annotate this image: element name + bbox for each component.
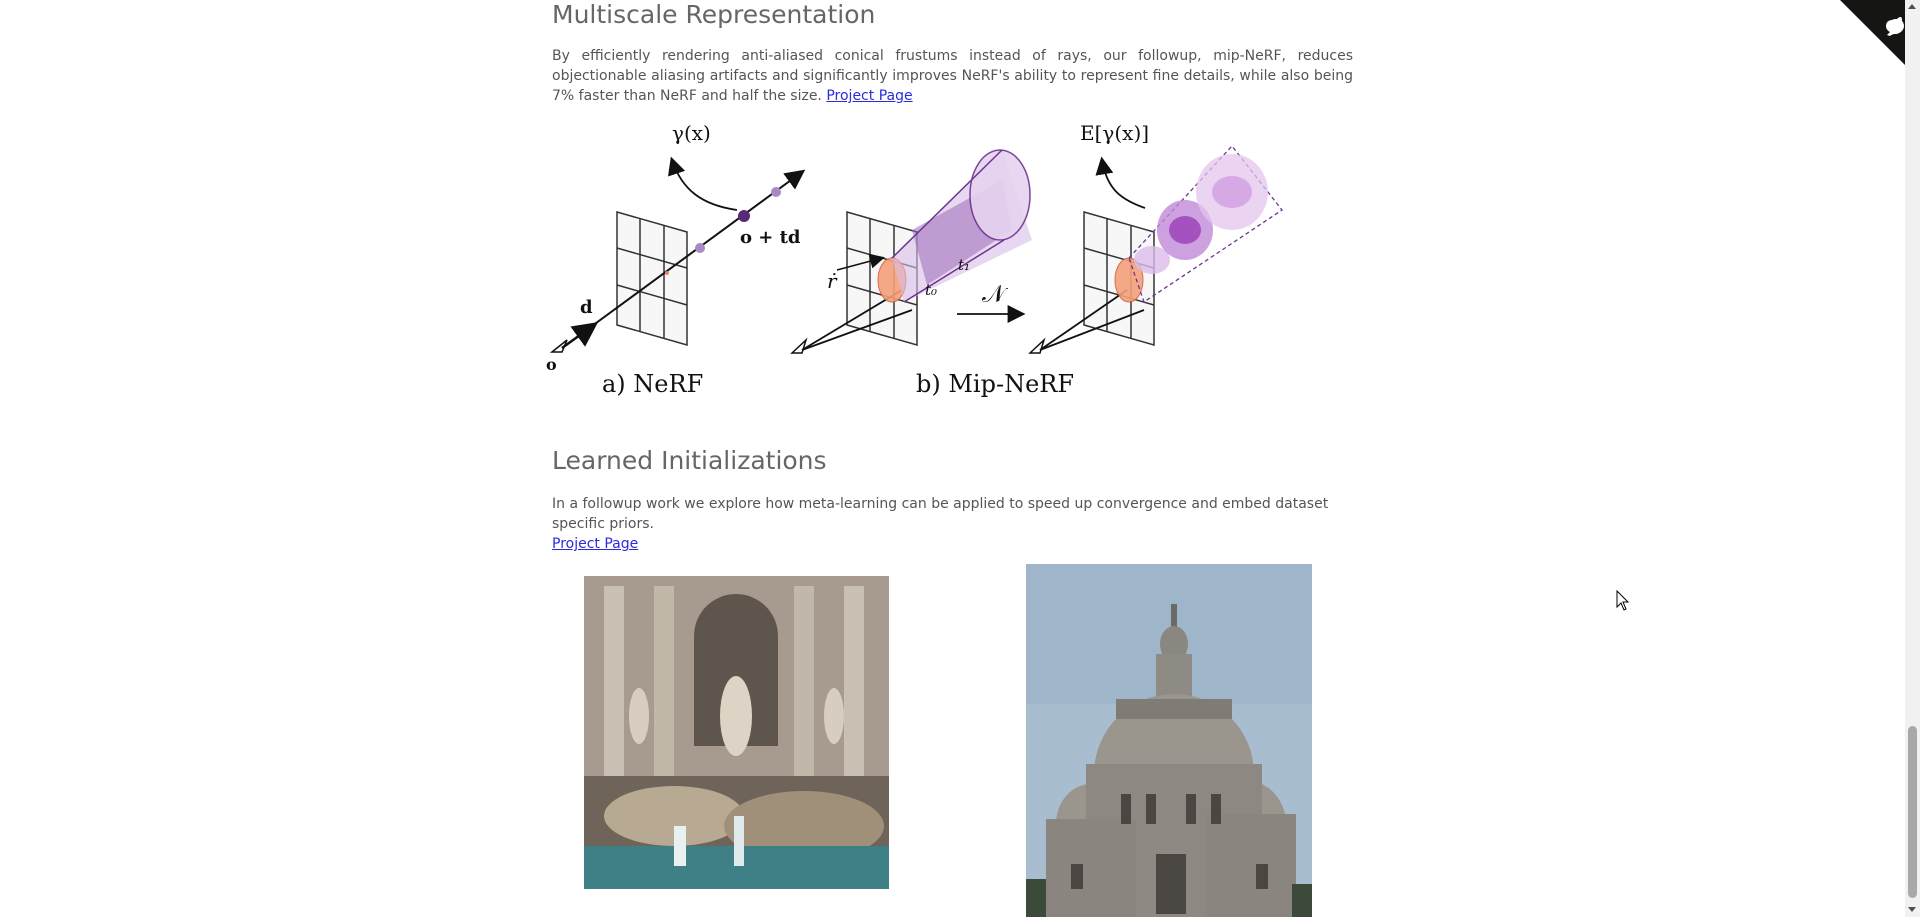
mouse-cursor-icon xyxy=(1616,590,1630,612)
o-plus-td-label: o + td xyxy=(740,227,801,248)
learned-text: In a followup work we explore how meta-learning can be applied to speed up convergence and embed dataset specific priors. xyxy=(552,496,1329,532)
t0-label: t₀ xyxy=(925,281,938,299)
multiscale-description xyxy=(552,46,1353,106)
r-dot-label: ṙ xyxy=(827,269,837,293)
expected-gamma-label: E[γ(x)] xyxy=(1080,121,1150,145)
panel-b-label: b) Mip-NeRF xyxy=(916,370,1075,398)
sacre-coeur-image xyxy=(1026,564,1312,917)
scroll-down-icon[interactable] xyxy=(1908,907,1916,912)
learned-description xyxy=(552,494,1353,554)
mipnerf-gaussian-diagram xyxy=(1030,121,1282,353)
gamma-x-label: γ(x) xyxy=(672,121,711,145)
scrollbar-thumb[interactable] xyxy=(1908,726,1917,898)
d-label: d xyxy=(580,297,593,318)
mipnerf-figure xyxy=(532,120,1362,405)
multiscale-title: Multiscale Representation xyxy=(552,0,876,29)
learned-title: Learned Initializations xyxy=(552,446,827,475)
multiscale-text: By efficiently rendering anti-aliased conical frustums instead of rays, our followup, mip-NeRF, reduces objectionable aliasing artifacts and significantly improves NeRF's ability to represent fine details, while also being 7% faster than NeRF and half the size. xyxy=(552,48,1353,104)
learned-project-link[interactable]: Project Page xyxy=(552,536,639,552)
multiscale-project-link[interactable]: Project Page xyxy=(826,88,913,104)
scroll-up-icon[interactable] xyxy=(1908,4,1916,9)
t1-label: t₁ xyxy=(958,256,971,274)
vertical-scrollbar[interactable] xyxy=(1905,0,1920,917)
o-label: o xyxy=(546,355,557,374)
mipnerf-cone-diagram xyxy=(792,150,1074,398)
trevi-fountain-image xyxy=(584,576,889,889)
normal-label: 𝒩 xyxy=(982,280,1005,308)
panel-a-label: a) NeRF xyxy=(602,370,704,398)
nerf-diagram xyxy=(546,121,802,398)
